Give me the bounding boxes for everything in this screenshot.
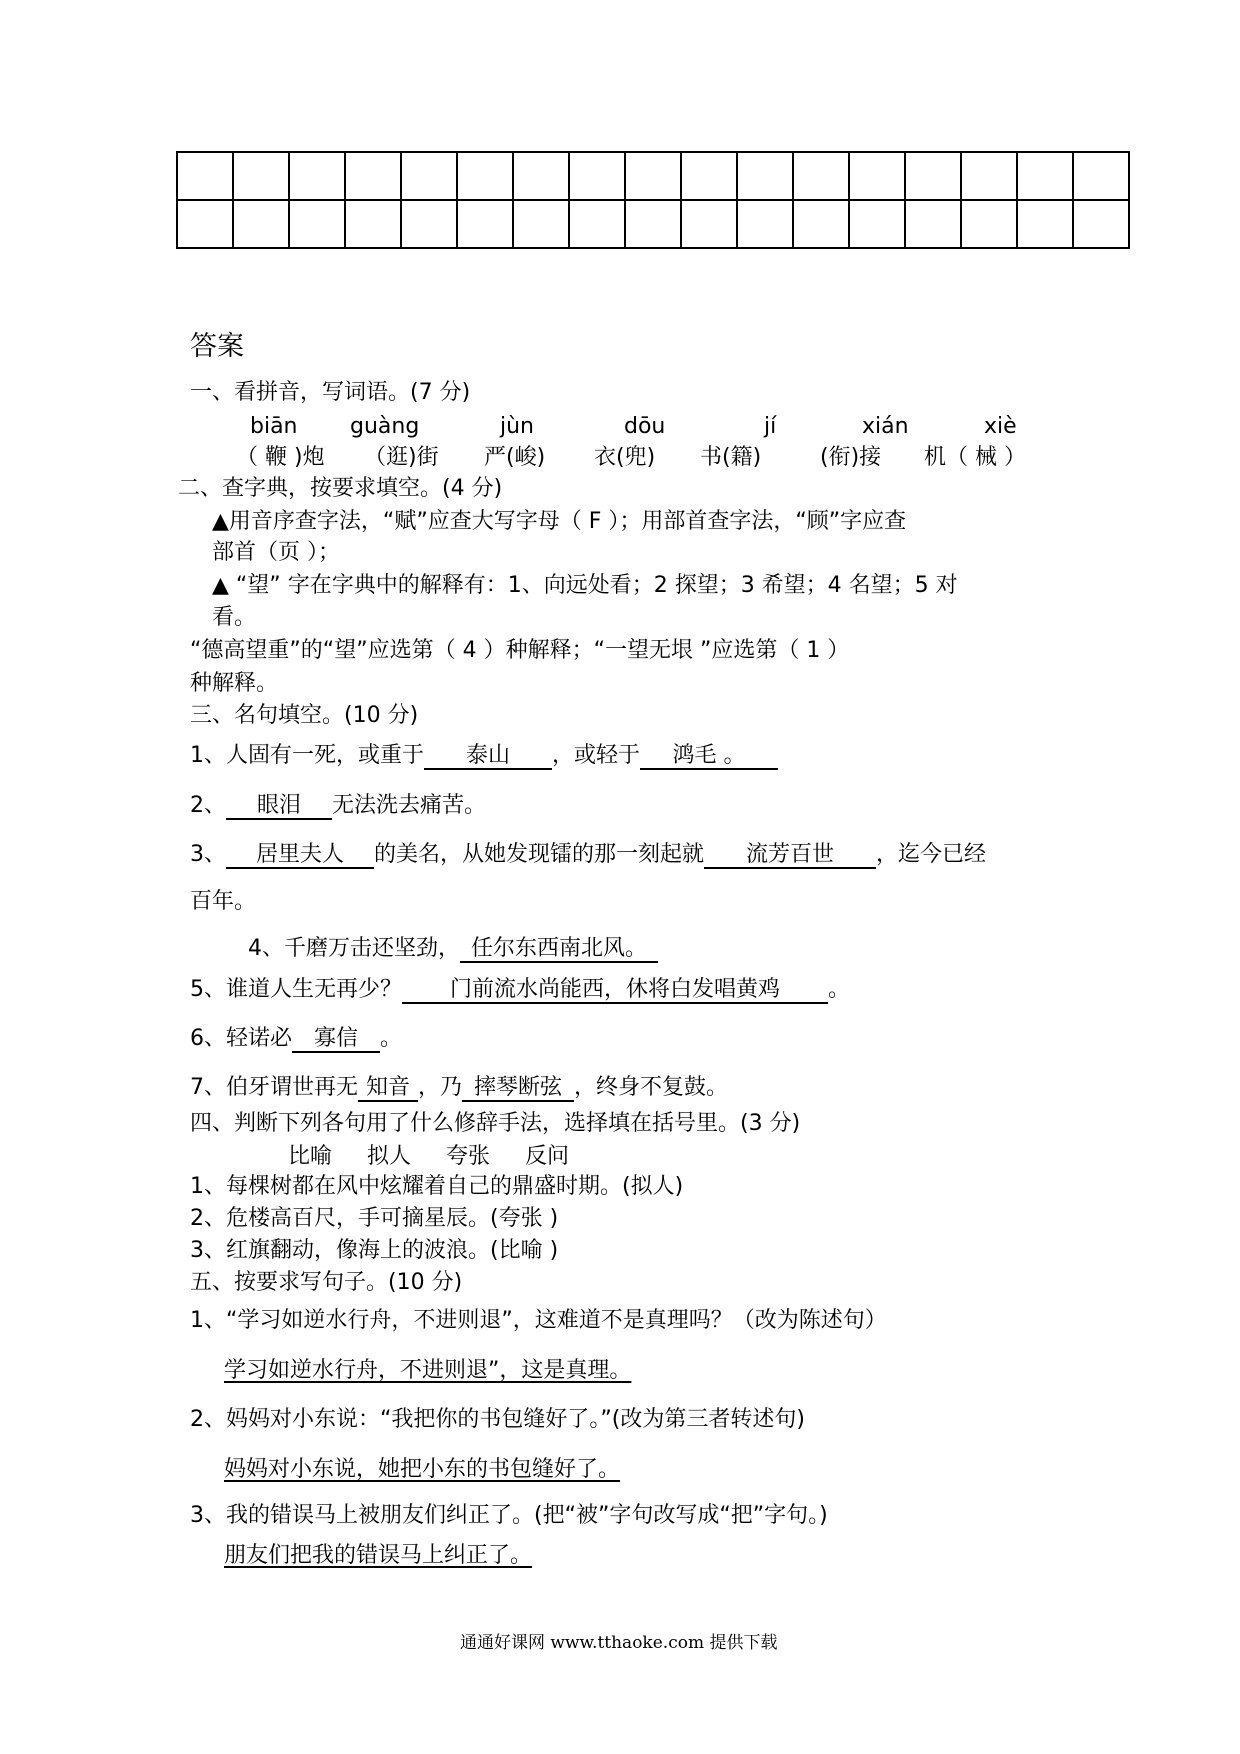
section2-line3: ▲ “望” 字在字典中的解释有：1、向远处看；2 探望；3 希望；4 名望；5 对 [212, 573, 958, 598]
pinyin-4: dōu [624, 414, 666, 439]
section2-line4: 看。 [212, 605, 257, 630]
grid-cell [345, 152, 401, 200]
fill-q1 [190, 744, 778, 770]
grid-cell [289, 200, 345, 248]
word-4: 衣(兜) [594, 445, 656, 470]
grid-cell [177, 200, 233, 248]
fill-q4 [248, 937, 658, 963]
grid-cell [849, 200, 905, 248]
fill-q5-prefix: 5、谁道人生无再少？ [190, 977, 402, 1002]
fill-q3-suffix: ，迄今已经 [876, 842, 987, 867]
answer-title: 答案 [190, 331, 244, 362]
grid-cell [793, 200, 849, 248]
rewrite-a1: 学习如逆水行舟，不进则退”，这是真理。 [224, 1358, 632, 1383]
pinyin-1: biān [250, 414, 298, 439]
pinyin-2: guàng [350, 414, 420, 439]
grid-cell [1073, 152, 1129, 200]
section2-line1: ▲用音序查字法，“赋”应查大写字母（ F ）；用部首查字法，“顾”字应查 [212, 509, 907, 534]
grid-cell [569, 152, 625, 200]
grid-cell [905, 200, 961, 248]
fill-q3-answer1: 居里夫人 [226, 843, 374, 869]
grid-cell [233, 200, 289, 248]
section2-heading: 二、查字典，按要求填空。(4 分) [178, 476, 503, 501]
fill-q7-mid: ，乃 [418, 1075, 463, 1100]
rhetoric-q2: 2、危楼高百尺，手可摘星辰。(夸张 ) [190, 1206, 559, 1231]
grid-cell [289, 152, 345, 200]
fill-q4-prefix: 4、千磨万击还坚劲， [248, 936, 460, 961]
word-7: 机（ 械 ） [924, 445, 1026, 470]
word-5: 书(籍) [700, 445, 762, 470]
grid-cell [793, 152, 849, 200]
fill-q7 [190, 1076, 728, 1102]
pinyin-7: xiè [984, 414, 1017, 439]
fill-q5 [190, 978, 850, 1004]
grid-cell [961, 152, 1017, 200]
fill-q6 [190, 1027, 402, 1053]
writing-grid [176, 151, 1130, 249]
rhetoric-options: 比喻 拟人 夸张 反问 [288, 1144, 569, 1169]
grid-cell [233, 152, 289, 200]
grid-cell [401, 152, 457, 200]
grid-row [177, 152, 1129, 200]
pinyin-6: xián [862, 414, 909, 439]
grid-cell [457, 152, 513, 200]
pinyin-5: jí [764, 414, 777, 439]
fill-q4-answer: 任尔东西南北风。 [460, 937, 658, 963]
fill-q5-suffix: 。 [828, 977, 851, 1002]
grid-cell [625, 200, 681, 248]
footer-credit: 通通好课网 www.tthaoke.com 提供下载 [460, 1633, 778, 1653]
fill-q2 [190, 794, 486, 820]
grid-cell [457, 200, 513, 248]
grid-cell [737, 152, 793, 200]
grid-cell [1017, 200, 1073, 248]
word-6: (衔)接 [820, 445, 882, 470]
grid-cell [905, 152, 961, 200]
word-3: 严(峻) [484, 445, 546, 470]
rewrite-q3: 3、我的错误马上被朋友们纠正了。(把“被”字句改写成“把”字句。) [190, 1503, 828, 1528]
fill-q2-suffix: 无法洗去痛苦。 [332, 793, 487, 818]
fill-q3-prefix: 3、 [190, 842, 226, 867]
fill-q2-answer: 眼泪 [226, 794, 332, 820]
fill-q6-suffix: 。 [380, 1026, 403, 1051]
grid-cell [513, 152, 569, 200]
grid-cell [569, 200, 625, 248]
fill-q6-prefix: 6、轻诺必 [190, 1026, 292, 1051]
rhetoric-q3: 3、红旗翻动，像海上的波浪。(比喻 ) [190, 1238, 559, 1263]
pinyin-3: jùn [500, 414, 534, 439]
fill-q1-answer1: 泰山 [424, 744, 552, 770]
grid-cell [1073, 200, 1129, 248]
fill-q3-line2: 百年。 [190, 889, 257, 914]
rewrite-a2: 妈妈对小东说，她把小东的书包缝好了。 [224, 1457, 621, 1482]
fill-q6-answer: 寡信 [292, 1027, 380, 1053]
fill-q1-mid: ，或轻于 [552, 743, 641, 768]
fill-q7-answer2: 摔琴断弦 [462, 1076, 574, 1102]
fill-q1-prefix: 1、人固有一死，或重于 [190, 743, 424, 768]
section2-line6: 种解释。 [190, 671, 279, 696]
section5-heading: 五、按要求写句子。(10 分) [190, 1270, 463, 1295]
grid-cell [1017, 152, 1073, 200]
fill-q5-answer: 门前流水尚能西，休将白发唱黄鸡 [402, 978, 828, 1004]
fill-q7-answer1: 知音 [358, 1076, 418, 1102]
word-1: （ 鞭 )炮 [236, 445, 325, 470]
fill-q3-answer2: 流芳百世 [704, 843, 876, 869]
grid-cell [401, 200, 457, 248]
rhetoric-q1: 1、每棵树都在风中炫耀着自己的鼎盛时期。(拟人) [190, 1174, 684, 1199]
section3-heading: 三、名句填空。(10 分) [190, 703, 419, 728]
grid-cell [737, 200, 793, 248]
rewrite-q2: 2、妈妈对小东说：“我把你的书包缝好了。”(改为第三者转述句) [190, 1407, 805, 1432]
section4-heading: 四、判断下列各句用了什么修辞手法，选择填在括号里。(3 分) [190, 1111, 801, 1136]
grid-cell [681, 200, 737, 248]
fill-q7-prefix: 7、伯牙谓世再无 [190, 1075, 358, 1100]
fill-q7-suffix: ，终身不复鼓。 [574, 1075, 729, 1100]
fill-q3 [190, 843, 986, 869]
grid-cell [849, 152, 905, 200]
fill-q1-answer2: 鸿毛 。 [640, 744, 778, 770]
grid-cell [961, 200, 1017, 248]
section2-line2: 部首（页 ）； [212, 540, 340, 565]
grid-row [177, 200, 1129, 248]
fill-q3-mid: 的美名，从她发现镭的那一刻起就 [374, 842, 705, 867]
section1-heading: 一、看拼音，写词语。(7 分) [190, 380, 471, 405]
grid-cell [625, 152, 681, 200]
section2-line5: “德高望重”的“望”应选第（ 4 ）种解释；“一望无垠 ”应选第（ 1 ） [190, 638, 850, 663]
grid-cell [177, 152, 233, 200]
fill-q2-prefix: 2、 [190, 793, 226, 818]
grid-cell [681, 152, 737, 200]
word-2: （逛)街 [364, 445, 439, 470]
grid-cell [345, 200, 401, 248]
rewrite-a3: 朋友们把我的错误马上纠正了。 [224, 1543, 533, 1568]
rewrite-q1: 1、“学习如逆水行舟，不进则退”，这难道不是真理吗？（改为陈述句） [190, 1308, 887, 1333]
grid-cell [513, 200, 569, 248]
